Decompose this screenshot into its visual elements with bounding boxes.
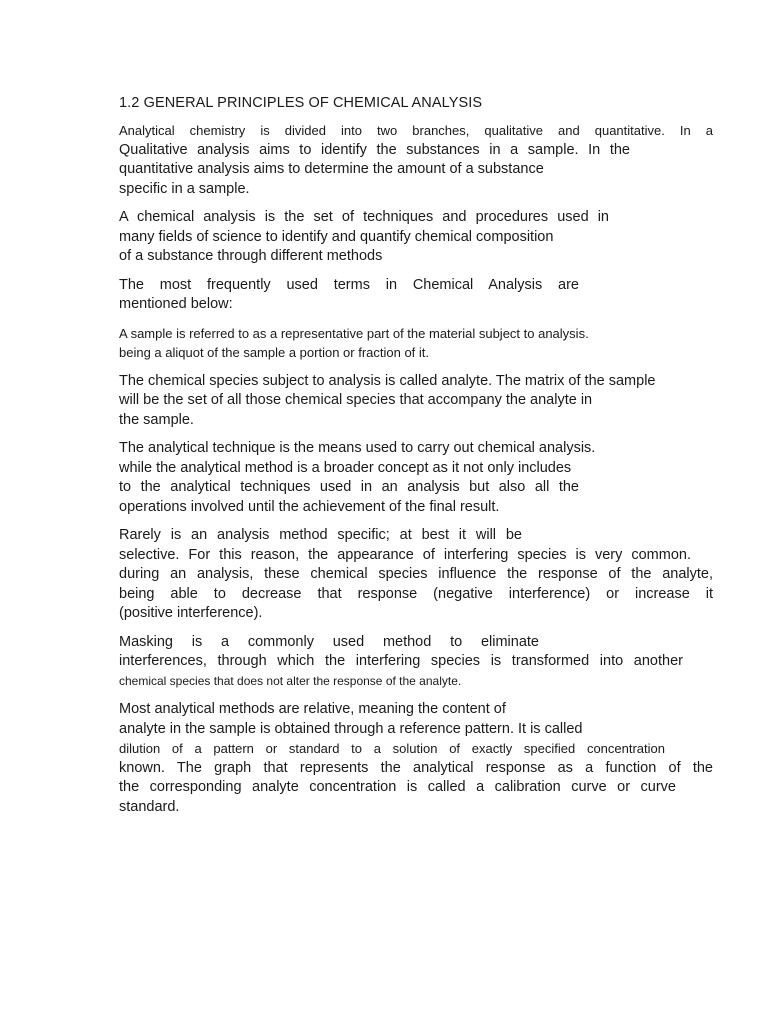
text-line: the sample. bbox=[119, 411, 194, 428]
text-line: The chemical species subject to analysis is called analyte. The matrix of the sample bbox=[119, 372, 656, 389]
text-line: standard. bbox=[119, 798, 180, 815]
text-line: analyte in the sample is obtained through a reference pattern. It is called bbox=[119, 720, 583, 737]
section-heading: 1.2 GENERAL PRINCIPLES OF CHEMICAL ANALYSIS bbox=[119, 95, 483, 111]
text-line: during an analysis, these chemical species influence the response of the analyte, bbox=[119, 566, 713, 582]
text-line: Rarely is an analysis method specific; at best it will be bbox=[119, 527, 522, 543]
text-line: Masking is a commonly used method to eliminate bbox=[119, 633, 539, 650]
text-line: A sample is referred to as a representative part of the material subject to analysis. bbox=[119, 325, 589, 341]
text-line: Most analytical methods are relative, meaning the content of bbox=[119, 701, 506, 717]
text-line: The most frequently used terms in Chemical Analysis are bbox=[119, 276, 579, 293]
text-line: (positive interference). bbox=[119, 605, 263, 621]
text-line: to the analytical techniques used in an analysis but also all the bbox=[119, 479, 579, 495]
text-line: interferences, through which the interfering species is transformed into another bbox=[119, 653, 683, 669]
text-line: Analytical chemistry is divided into two branches, qualitative and quantitative. In a bbox=[119, 123, 713, 138]
text-line: Qualitative analysis aims to identify the substances in a sample. In the bbox=[119, 141, 630, 158]
text-line: being able to decrease that response (negative interference) or increase it bbox=[119, 585, 713, 602]
text-line: of a substance through different methods bbox=[119, 248, 383, 264]
text-line: A chemical analysis is the set of techniques and procedures used in bbox=[119, 209, 609, 225]
text-line: quantitative analysis aims to determine the amount of a substance bbox=[119, 161, 544, 177]
text-line: while the analytical method is a broader concept as it not only includes bbox=[119, 459, 572, 476]
text-line: mentioned below: bbox=[119, 296, 233, 312]
text-line: known. The graph that represents the analytical response as a function of the bbox=[119, 759, 713, 776]
paragraph-masking bbox=[119, 633, 713, 692]
text-line: will be the set of all those chemical species that accompany the analyte in bbox=[119, 392, 593, 408]
text-line: selective. For this reason, the appearance of interfering species is very common. bbox=[119, 546, 691, 563]
text-line: dilution of a pattern or standard to a solution of exactly specified concentration bbox=[119, 741, 665, 756]
text-line: The analytical technique is the means used to carry out chemical analysis. bbox=[119, 440, 596, 456]
paragraph-branches bbox=[119, 121, 713, 199]
paragraph-selectivity bbox=[119, 526, 713, 624]
text-line: the corresponding analyte concentration is called a calibration curve or curve bbox=[119, 779, 676, 795]
paragraph-terms-intro bbox=[119, 276, 713, 315]
text-line: specific in a sample. bbox=[119, 180, 250, 197]
paragraph-definition bbox=[119, 208, 713, 267]
paragraph-technique bbox=[119, 439, 713, 517]
document-page bbox=[119, 94, 713, 826]
paragraph-calibration bbox=[119, 700, 713, 817]
paragraph-sample bbox=[119, 324, 713, 363]
text-line: chemical species that does not alter the response of the analyte. bbox=[119, 673, 462, 688]
paragraph-analyte bbox=[119, 372, 713, 431]
text-line: being a aliquot of the sample a portion or fraction of it. bbox=[119, 345, 430, 360]
text-line: many fields of science to identify and quantify chemical composition bbox=[119, 228, 554, 245]
text-line: operations involved until the achievement of the final result. bbox=[119, 498, 500, 515]
